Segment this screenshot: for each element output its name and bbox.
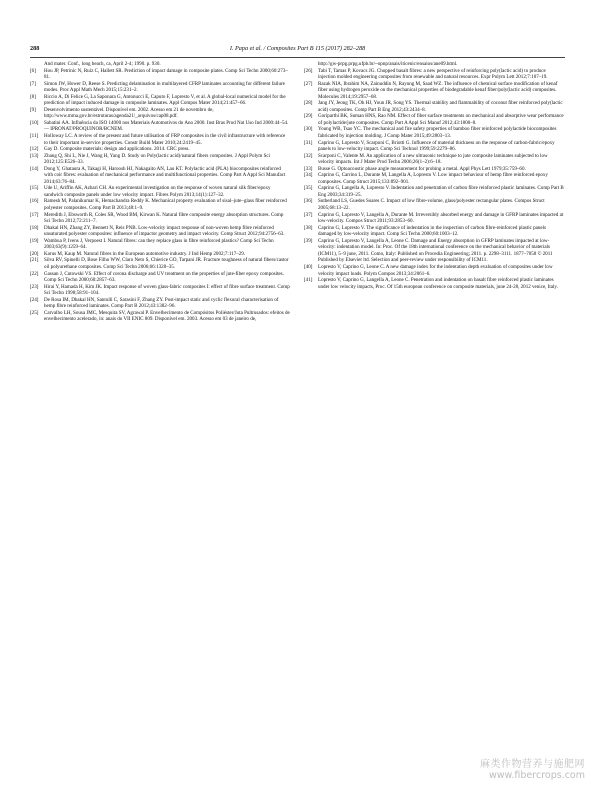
reference-number: [32] xyxy=(304,152,313,159)
reference-item xyxy=(304,113,564,126)
reference-item xyxy=(304,100,564,113)
reference-number: [41] xyxy=(304,277,313,284)
reference-number: [40] xyxy=(304,263,313,270)
reference-item xyxy=(30,257,290,270)
reference-text: Riccio A, Di Felice G, La Saponara G, Antonucci E, Caputo F, Lopresto V, et al. A global-local numerical model for the prediction of impact induced damage in composite laminates. Appl Compos Mater 2014;21:457–66. xyxy=(44,93,286,107)
reference-item xyxy=(30,310,290,323)
reference-item xyxy=(304,68,564,81)
reference-number: [28] xyxy=(304,100,313,107)
reference-text: Jang JY, Jeong TK, Oh HJ, Youn JR, Song YS. Thermal stability and flammability of coconut fiber reinforced poly(lactic acid) composites. Comp Part B Eng 2012;43:2434–8. xyxy=(318,100,563,113)
reference-text: Lopresto V, Caprino G, Langella A, Leone C. Penetration and indentation on basalt fibre reinforced plastic laminates under low velocity impacts, Proc. Of 15th european conference on composite materials, june 24-28, 2012 venice, Italy. xyxy=(318,277,558,290)
running-header xyxy=(30,45,565,55)
reference-text: Razak NIA, Ibrahim NA, Zainuddin N, Rayung M, Saad WZ. The influence of chemical surface modification of kenaf fiber using hydrogen peroxide on the mechanical properties of biodegradable kenaf fiber/poly(lactic acid) composites. Molecules 2014;19:2957–68. xyxy=(318,80,558,100)
reference-text: Karus M, Kaup M. Natural fibres in the European automotive industry. J Ind Hemp 2002;7:117–29. xyxy=(44,250,246,257)
reference-text: Meredith J, Ebsworth R, Coles SR, Wood BM, Kirwan K. Natural fibre composite energy absorption structures. Comp Sci Techn 2012;72:211–7. xyxy=(44,211,284,225)
reference-item xyxy=(304,238,564,264)
journal-citation: I. Papa et al. / Composites Part B 115 (2017) 282–288 xyxy=(229,45,366,52)
references-right-column xyxy=(304,61,564,290)
references-left-column xyxy=(30,61,290,323)
reference-text: De Rosa IM, Dhakal HN, Santulli C, Sarasini F, Zhang ZY. Post-impact static and cyclic flexural characterisation of hemp fibre reinforced laminates. Comp Part B 2012;43:1382–96. xyxy=(44,296,279,310)
reference-item xyxy=(30,120,290,133)
reference-number: [15] xyxy=(30,185,39,192)
reference-text: Caprino G, Lopresto V. The significance of indentation in the inspection of carbon fibre-reinforced plastic panels damaged by low-velocity impact. Comp Sci Techn 2000;60:1003–12. xyxy=(318,224,547,238)
reference-text: Caprino G, Lopresto V, Langella A, Leone C. Damage and Energy absorption in GFRP laminates impacted at low-velocity: indentation model. In: Proc. Of the 18th international conference on the mechanical behavior of materials (ICM11), 5–9 june, 2011. Como, Italy: Published on Procedia Engineering; 2011. p. 2298–3111. 1877–7058 © 2011 Published by Elsevier ltd. Selection and peer-review under responsibility of ICM11. xyxy=(318,237,553,264)
reference-text: Gay D. Composite materials: design and applications. 2014. CRC press. xyxy=(44,146,190,153)
reference-text: Silva RV, Spinelli D, Bose Filho WW, Claro Neto S, Chierice GO, Tarpani JR. Fracture toughness of natural fibers/castor oil polyurethane composites. Comp Sci Techn 2006;66:1328–35. xyxy=(44,257,289,270)
reference-text: Scarponi C, Valente M. An application of a new ultrasonic technique to jute composite laminates subjected to low velocity impacts. Int J Mater Prod Techn 2006;26(1–2):6–18. xyxy=(318,152,548,166)
reference-number: [10] xyxy=(30,119,39,126)
reference-item xyxy=(30,133,290,146)
reference-text: Dhakal HN, Zhang ZY, Bennett N, Reis PNB. Low-velocity impact response of non-woven hemp fibre reinforced unsaturated polyester composites: influence of impactor geometry and impact velocity. Comp Struct 2012;94:2756–63. xyxy=(44,224,285,238)
reference-number: [23] xyxy=(30,283,39,290)
watermark-url: www.fibercrops.com xyxy=(488,770,585,781)
reference-number: [26] xyxy=(304,67,313,74)
reference-number: [16] xyxy=(30,198,39,205)
reference-number: [6] xyxy=(30,67,36,74)
reference-item xyxy=(304,153,564,166)
reference-item xyxy=(30,225,290,238)
reference-text: Goriparthi BK, Suman HNS, Rao NM. Effect of fiber surface treatments on mechanical and absorptive wear performance of polylactide/jute composites. Comp Part A Appl Sci Manuf 2012;43:1800–8. xyxy=(318,113,564,126)
reference-number: [19] xyxy=(30,237,39,244)
reference-item xyxy=(304,198,564,211)
reference-number: [20] xyxy=(30,250,39,257)
reference-number: [38] xyxy=(304,224,313,231)
reference-text: Caprino G, Lopresto V, Langella A, Durante M. Irreversibly absorbed energy and damage in GFRP laminates impacted at low-velocity. Compos Struct 2011;93:2853–60. xyxy=(318,211,564,225)
reference-number: [27] xyxy=(304,80,313,87)
reference-number: [13] xyxy=(30,152,39,159)
reference-item xyxy=(30,212,290,225)
reference-text: Caprino G, Carrino L, Durante M, Langella A, Lopresto V. Low impact behaviour of hemp fibre reinforced epoxy composites. Comp Struct 2015;133:892–901. xyxy=(318,172,548,185)
reference-item xyxy=(30,271,290,284)
reference-number: [18] xyxy=(30,224,39,231)
reference-number: [7] xyxy=(30,80,36,87)
reference-item xyxy=(30,185,290,198)
reference-item xyxy=(30,107,290,120)
reference-item xyxy=(30,166,290,186)
reference-number: [36] xyxy=(304,198,313,205)
reference-item xyxy=(30,94,290,107)
reference-item xyxy=(304,225,564,238)
reference-item xyxy=(304,140,564,153)
reference-item xyxy=(304,277,564,290)
reference-item xyxy=(304,264,564,277)
reference-number: [11] xyxy=(30,133,39,140)
reference-number: [31] xyxy=(304,139,313,146)
reference-item xyxy=(30,68,290,81)
reference-item xyxy=(30,81,290,94)
reference-text: Hou JP, Petrinic N, Ruiz C, Hallett SR. Prediction of impact damage in composite plates. Comp Sci Techn 2000;60:273–81. xyxy=(44,67,288,81)
reference-text: Caprino G, Lopresto V, Scarponi C, Briotti G. Influence of material thickness on the response of carbon-fabric/epoxy panels to low-velocity impact. Comp Sci Technol 1999;59:2279–86. xyxy=(318,139,555,153)
reference-text: And mater. Conf., long beach, ca, April 2-4; 1990. p. 930. xyxy=(44,61,161,67)
page-number: 288 xyxy=(30,45,40,52)
reference-number: [39] xyxy=(304,237,313,244)
watermark-logo xyxy=(480,759,585,781)
reference-text: Gassan J, Cutowski VS. Effect of corona discharge and UV treatment on the properties of jute-fiber epoxy composites. Comp Sci Techn 2000;60:2857–63. xyxy=(44,270,284,284)
reference-text: Ude U, Ariffin AK, Azhari CH. An experimental investigation on the response of woven natural silk fiber/epoxy sandwich composite panels under low velocity impact. Fibres Polym 2013;14(1):127–32. xyxy=(44,185,271,198)
reference-text: Desenvolvimento sustentável. Disponível em. 2002. Acesso em 21 de novembro de, http://www.mma.gov.br/estruturas/agenda21/_arquivos/cap08.pdf. xyxy=(44,106,214,120)
reference-item xyxy=(30,238,290,251)
reference-number: [33] xyxy=(304,165,313,172)
reference-number: [34] xyxy=(304,172,313,179)
reference-item xyxy=(304,172,564,185)
reference-number: [21] xyxy=(30,257,39,264)
reference-number: [9] xyxy=(30,106,36,113)
reference-text: Wambua P, Ivens J, Verpoest I. Natural fibres: can they replace glass in fibre reinforced plastics? Comp Sci Techn 2003;63(9):1259–64. xyxy=(44,237,274,251)
reference-text: Hirai Y, Hamada H, Kim JK. Impact response of woven glass-fabric composites I: effect of fibre surface treatment. Comp Sci Techn 1998;58:91–104. xyxy=(44,283,290,297)
reference-number: [24] xyxy=(30,296,39,303)
reference-number: [14] xyxy=(30,165,39,172)
reference-text: Caprino G, Langella A, Lopresto V. Indentation and penetration of carbon fibre reinforced plastic laminates. Comp Part B Eng 2003;34:319–25. xyxy=(318,185,564,198)
reference-text: Zhang Q, Shi L, Nie J, Wang H, Yang D. Study on Poly(lactic acid)/natural fibers composites. J Appl Polym Sci 2012;125:E526–33. xyxy=(44,152,271,166)
reference-number: [37] xyxy=(304,211,313,218)
reference-item xyxy=(30,153,290,166)
watermark-chinese-text: 麻类作物营养与施肥网 xyxy=(480,759,585,770)
reference-text: http://gw-prpg.prpg.ufpb.br/~opnp/anais/iticenic/ensaios/ane09.html. xyxy=(318,61,458,67)
reference-item xyxy=(304,126,564,139)
reference-item xyxy=(30,284,290,297)
reference-number: [17] xyxy=(30,211,39,218)
reference-text: Carvalho LH, Sousa JMC, Mesquita SV, Agrawal P. Envelhecimento de Compósitos Poliéster/Juta Pultrusados: efeitos de envelhecimento acelerado, in: anais do VII ENIC 809. Disponível em. 2003. Acesso em 03 de janeiro de, xyxy=(44,309,290,323)
reference-text: Busse G. Optoacoustic phase angle measurement for probing a metal. Appl Phys Lett 1979;35:759–60. xyxy=(318,165,526,172)
reference-number: [35] xyxy=(304,185,313,192)
reference-text: Dong Y, Ghataura A, Takagi H, Haroosh HJ, Nakagaito AN, Lau KT. Polylactic acid (PLA) biocomposites reinforced with coir fibres: evaluation of mechanical performance and multifunctional properties. Comp Part A Appl Sci Manufact 2014;63:76–84. xyxy=(44,165,286,185)
reference-text: Young WB, Tsao YC. The mechanical and fire safety properties of bamboo fiber reinforced polylactide biocomposites fabricated by injection molding. J Comp Mater 2015;49:2803–13. xyxy=(318,126,557,140)
reference-text: Ramesh M, Palanikumar K, Hemachandra Reddy K. Mechanical property evaluation of sisal–jute–glass fiber reinforced polyester composites. Comp Part B 2013;48:1–9. xyxy=(44,198,287,212)
reference-number: [29] xyxy=(304,113,313,120)
reference-number: [8] xyxy=(30,93,36,100)
reference-number: [30] xyxy=(304,126,313,133)
reference-item xyxy=(30,297,290,310)
reference-item xyxy=(30,198,290,211)
reference-number: [22] xyxy=(30,270,39,277)
reference-text: Lopresto V, Caprino G, Leone C. A new damage index for the indentation depth evaluation of composites under low velocity impact loads. Polym Compos 2013;34:2061–6. xyxy=(318,263,553,277)
header-rule xyxy=(30,57,565,58)
reference-text: Sabatini AA. Influência da ISO 14000 nos Materiais Automotivos do Ano 2000. Inst Bras Prod Nat Uso Ind 2000:44–54. — IPRONAT/PROQUINOR/BCNEM. xyxy=(44,119,289,133)
reference-text: Tabi T, Tamas P, Kovacs JG. Chopped basalt fibres: a new perspective of reinforcing poly(lactic acid) to produce injection molded engineering composites from renewable and natural resources. Expr Polym Lett 2012;7:107–19. xyxy=(318,67,548,81)
reference-text: Holloway LC. A review of the present and future utilisation of FRP composites in the civil infrastructure with reference to their important in-service properties. Constr Build Mater 2010;24:2419–45. xyxy=(44,133,286,146)
reference-number: [12] xyxy=(30,146,39,153)
reference-text: Simon JW, Hower D, Reese S. Predicting delamination in multilayered CFRP laminates accounting for different failure modes. Proc Appl Math Mech 2015;15:231–2. xyxy=(44,80,285,94)
reference-item xyxy=(304,185,564,198)
reference-text: Sutherland LS, Guedes Soares C. Impact of low fibre-volume, glass/polyester rectangular plates. Compos Struct 2005;68:13–22. xyxy=(318,198,545,212)
reference-item xyxy=(304,81,564,101)
reference-item xyxy=(304,212,564,225)
reference-number: [25] xyxy=(30,309,39,316)
